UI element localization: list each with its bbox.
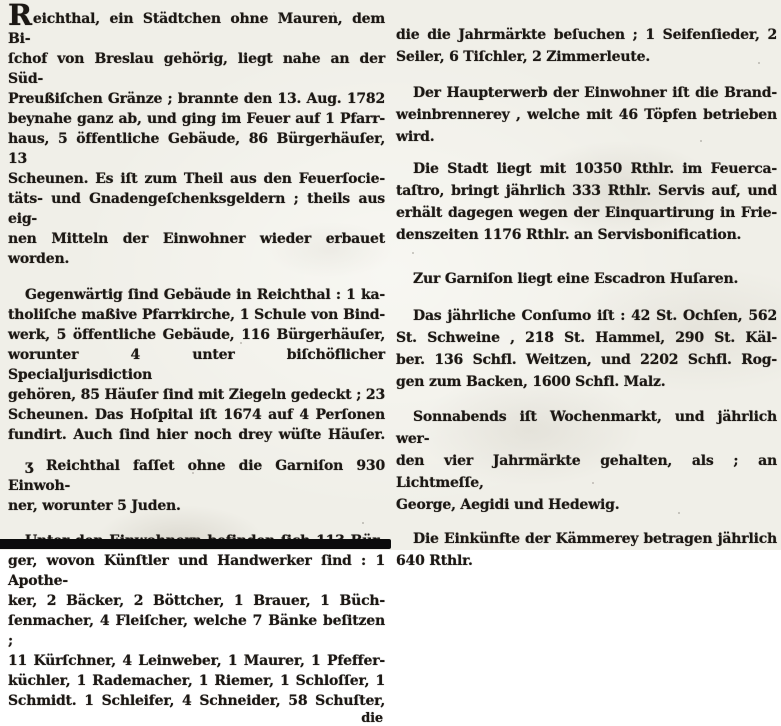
text-line: den vier Jahrmärkte gehalten, als ; an Lichtmeſſe,: [396, 453, 777, 491]
text-line: 640 Rthlr.: [396, 553, 473, 569]
text-line: beynahe ganz ab, und ging im Feuer auf 1 Pfarr-: [8, 111, 385, 127]
text-line: ker, 2 Bäcker, 2 Böttcher, 1 Brauer, 1 Büch-: [8, 593, 385, 609]
text-line: wird.: [396, 129, 435, 145]
text-line: denszeiten 1176 Rthlr. an Servisbonification.: [396, 227, 742, 243]
text-line: St. Schweine , 218 St. Hammel, 290 St. Käl-: [396, 330, 777, 346]
paragraph: [396, 158, 777, 246]
text-line: Preußiſchen Gränze ; brannte den 13. Aug. 1782: [8, 91, 385, 107]
right-column: [396, 24, 777, 572]
catchword: die: [361, 711, 383, 726]
text-line: erhält dagegen wegen der Einquartirung in Frie-: [396, 205, 777, 221]
text-line: Reichthal, ein Städtchen ohne Mauren, dem Bi-: [8, 0, 385, 47]
text-line: taſtro, bringt jährlich 333 Rthlr. Servis auf, und: [396, 183, 777, 199]
paragraph: [396, 24, 777, 68]
drop-cap-initial: R: [8, 0, 32, 32]
paragraph: [8, 0, 385, 269]
paragraph: [396, 406, 777, 516]
text-line: Die Einkünfte der Kämmerey betragen jährlich: [413, 531, 777, 547]
text-line: ſchof von Breslau gehörig, liegt nahe an der Süd-: [8, 51, 385, 87]
text-line: Das jährliche Conſumo iſt : 42 St. Ochſen, 562: [413, 308, 777, 324]
paragraph: [396, 305, 777, 393]
text-line: ner, worunter 5 Juden.: [8, 498, 181, 514]
text-line: gen zum Backen, 1600 Schfl. Malz.: [396, 374, 666, 390]
text-line: Gegenwärtig ſind Gebäude in Reichthal : 1 ka-: [25, 287, 385, 303]
text-line: Der Haupterwerb der Einwohner iſt die Brand-: [413, 85, 777, 101]
scan-artifact-bar: [0, 539, 391, 549]
text-line: Sonnabends iſt Wochenmarkt, und jährlich wer-: [396, 409, 777, 447]
paragraph: [8, 285, 385, 445]
paragraph: [396, 268, 777, 290]
left-column: [8, 0, 385, 726]
text-line: tholiſche maßive Pfarrkirche, 1 Schule von Bind-: [8, 307, 385, 323]
paragraph: [8, 531, 385, 726]
scan-noise-speckles: [0, 0, 2, 2]
text-line: gehören, 85 Häuſer ſind mit Ziegeln gedeckt ; 23: [8, 387, 385, 403]
text-line: ſenmacher, 4 Fleiſcher, welche 7 Bänke beſitzen ;: [8, 613, 385, 649]
text-line: küchler, 1 Rademacher, 1 Riemer, 1 Schloſſer, 1: [8, 673, 385, 689]
text-line: Schmidt. 1 Schleifer, 4 Schneider, 58 Schuſter,: [8, 693, 385, 709]
text-line: Scheunen. Es iſt zum Theil aus den Feuerſocie-: [8, 171, 385, 187]
text-line: George, Aegidi und Hedewig.: [396, 497, 620, 513]
text-line: ber. 136 Schfl. Weitzen, und 2202 Schfl. Rog-: [396, 352, 777, 368]
text-line: ger, wovon Künſtler und Handwerker ſind : 1 Apothe-: [8, 553, 385, 589]
text-line: Zur Garniſon liegt eine Escadron Huſaren.: [413, 271, 739, 287]
text-line: weinbrennerey , welche mit 46 Töpfen betrieben: [396, 107, 777, 123]
text-line: Scheunen. Das Hoſpital iſt 1674 auf 4 Perſonen: [8, 407, 385, 423]
text-line: werk, 5 öffentliche Gebäude, 116 Bürgerhäuſer,: [8, 327, 385, 343]
text-line: Seiler, 6 Tiſchler, 2 Zimmerleute.: [396, 49, 650, 65]
text-line: haus, 5 öffentliche Gebäude, 86 Bürgerhäuſer, 13: [8, 131, 385, 167]
paragraph: [396, 528, 777, 572]
text-line: worunter 4 unter biſchöflicher Specialjurisdiction: [8, 347, 385, 383]
text-line: Die Stadt liegt mit 10350 Rthlr. im Feuerca-: [413, 161, 777, 177]
text-line: nen Mitteln der Einwohner wieder erbauet worden.: [8, 231, 385, 267]
paragraph: [8, 456, 385, 516]
text-line: ʒ Reichthal faſſet ohne die Garniſon 930 Einwoh-: [8, 458, 385, 494]
text-line: fundirt. Auch ſind hier noch drey wüſte Häuſer.: [8, 427, 385, 443]
text-line: 11 Kürſchner, 4 Leinweber, 1 Maurer, 1 Pfeffer-: [8, 653, 385, 669]
text-line: täts- und Gnadengeſchenksgeldern ; theils aus eig-: [8, 191, 385, 227]
text-line: die die Jahrmärkte beſuchen ; 1 Seifenſieder, 2: [396, 27, 777, 43]
paragraph: [396, 82, 777, 148]
